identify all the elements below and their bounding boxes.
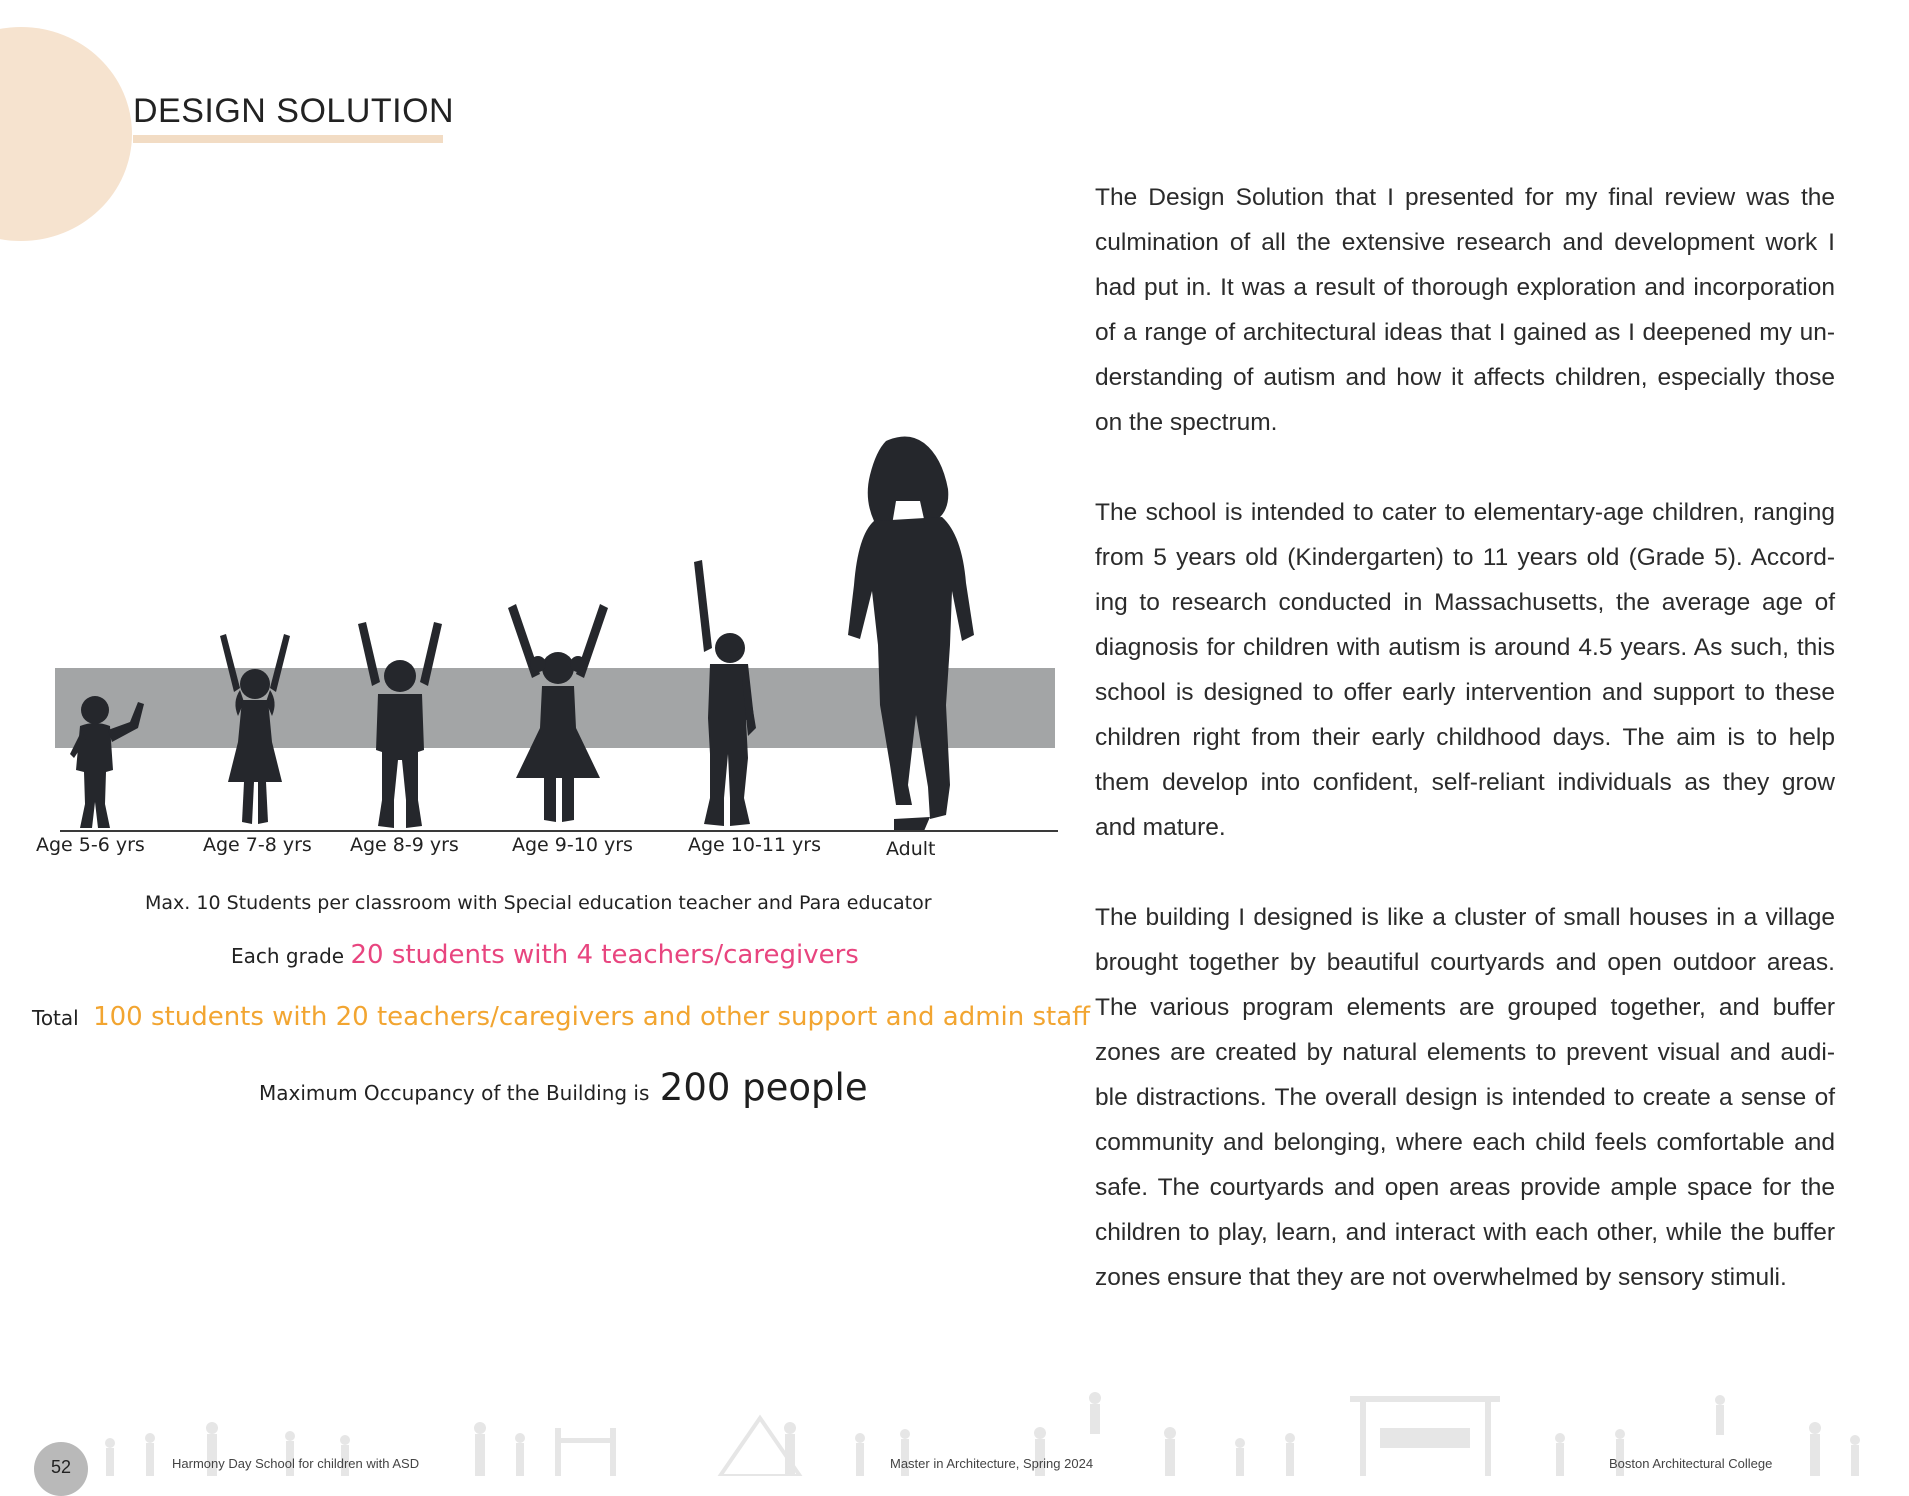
- child-silhouette-age-8-9: [352, 620, 448, 832]
- age-label: Adult: [886, 838, 936, 860]
- ground-line: [60, 830, 1058, 832]
- child-silhouette-age-7-8: [210, 632, 300, 832]
- age-label: Age 10-11 yrs: [688, 834, 821, 856]
- child-silhouette-age-9-10: [504, 602, 612, 832]
- child-silhouette-age-10-11: [690, 558, 760, 832]
- age-label: Age 5-6 yrs: [36, 834, 145, 856]
- age-label: Age 8-9 yrs: [350, 834, 459, 856]
- grade-caption-highlight: 20 students with 4 teachers/caregivers: [350, 940, 859, 970]
- decorative-circle: [0, 27, 132, 241]
- body-text: [1095, 175, 1835, 1345]
- total-caption-prefix: Total: [32, 1006, 79, 1030]
- occupancy-caption: [259, 1066, 868, 1109]
- body-paragraph: The Design Solution that I presented for my final review was the culmination of all the extensive research and development work I had put in. It was a result of thorough exploration and incorporation of a range of architectural ideas that I gained as I deepened my un-derstanding of autism and how it affects children, especially those on the spectrum.: [1095, 184, 1835, 436]
- age-label: Age 9-10 yrs: [512, 834, 633, 856]
- age-label: Age 7-8 yrs: [203, 834, 312, 856]
- classroom-caption: [145, 892, 932, 914]
- total-caption-highlight: 100 students with 20 teachers/caregivers and other support and admin staff: [93, 1002, 1091, 1032]
- age-scale-figure: [0, 420, 1060, 860]
- footer-institution: Boston Architectural College: [1609, 1456, 1773, 1471]
- body-paragraph: The school is intended to cater to elementary-age children, ranging from 5 years old (Kindergarten) to 11 years old (Grade 5). Accord-ing to research conducted in Massachusetts, the average age of diagnosis for children with autism is around 4.5 years. As such, this school is designed to offer early intervention and support to these children right from their early childhood days. The aim is to help them develop into confident, self-reliant individuals as they grow and mature.: [1095, 499, 1835, 841]
- title-underline: [133, 135, 443, 143]
- child-silhouette-age-5-6: [58, 692, 148, 832]
- occupancy-caption-prefix: Maximum Occupancy of the Building is: [259, 1081, 650, 1105]
- page-number-badge: 52: [34, 1442, 88, 1496]
- footer-program: Master in Architecture, Spring 2024: [890, 1456, 1094, 1471]
- occupancy-caption-highlight: 200 people: [659, 1066, 868, 1109]
- grade-caption-prefix: Each grade: [231, 944, 345, 968]
- footer-project-title: Harmony Day School for children with ASD: [172, 1456, 420, 1471]
- total-caption: [32, 1002, 1090, 1032]
- classroom-caption-text: Max. 10 Students per classroom with Special education teacher and Para educator: [145, 892, 932, 914]
- body-paragraph: The building I designed is like a cluster of small houses in a village brought together by beautiful courtyards and open outdoor areas. The various program elements are grouped together, and buffer zones are created by natural elements to prevent visual and audi-ble distractions. The overall design is intended to create a sense of community and belonging, where each child feels comfortable and safe. The courtyards and open areas provide ample space for the children to play, learn, and interact with each other, while the buffer zones ensure that they are not overwhelmed by sensory stimuli.: [1095, 904, 1835, 1291]
- page-title: DESIGN SOLUTION: [133, 92, 455, 130]
- adult-silhouette: [838, 435, 978, 832]
- grade-caption: [231, 940, 859, 970]
